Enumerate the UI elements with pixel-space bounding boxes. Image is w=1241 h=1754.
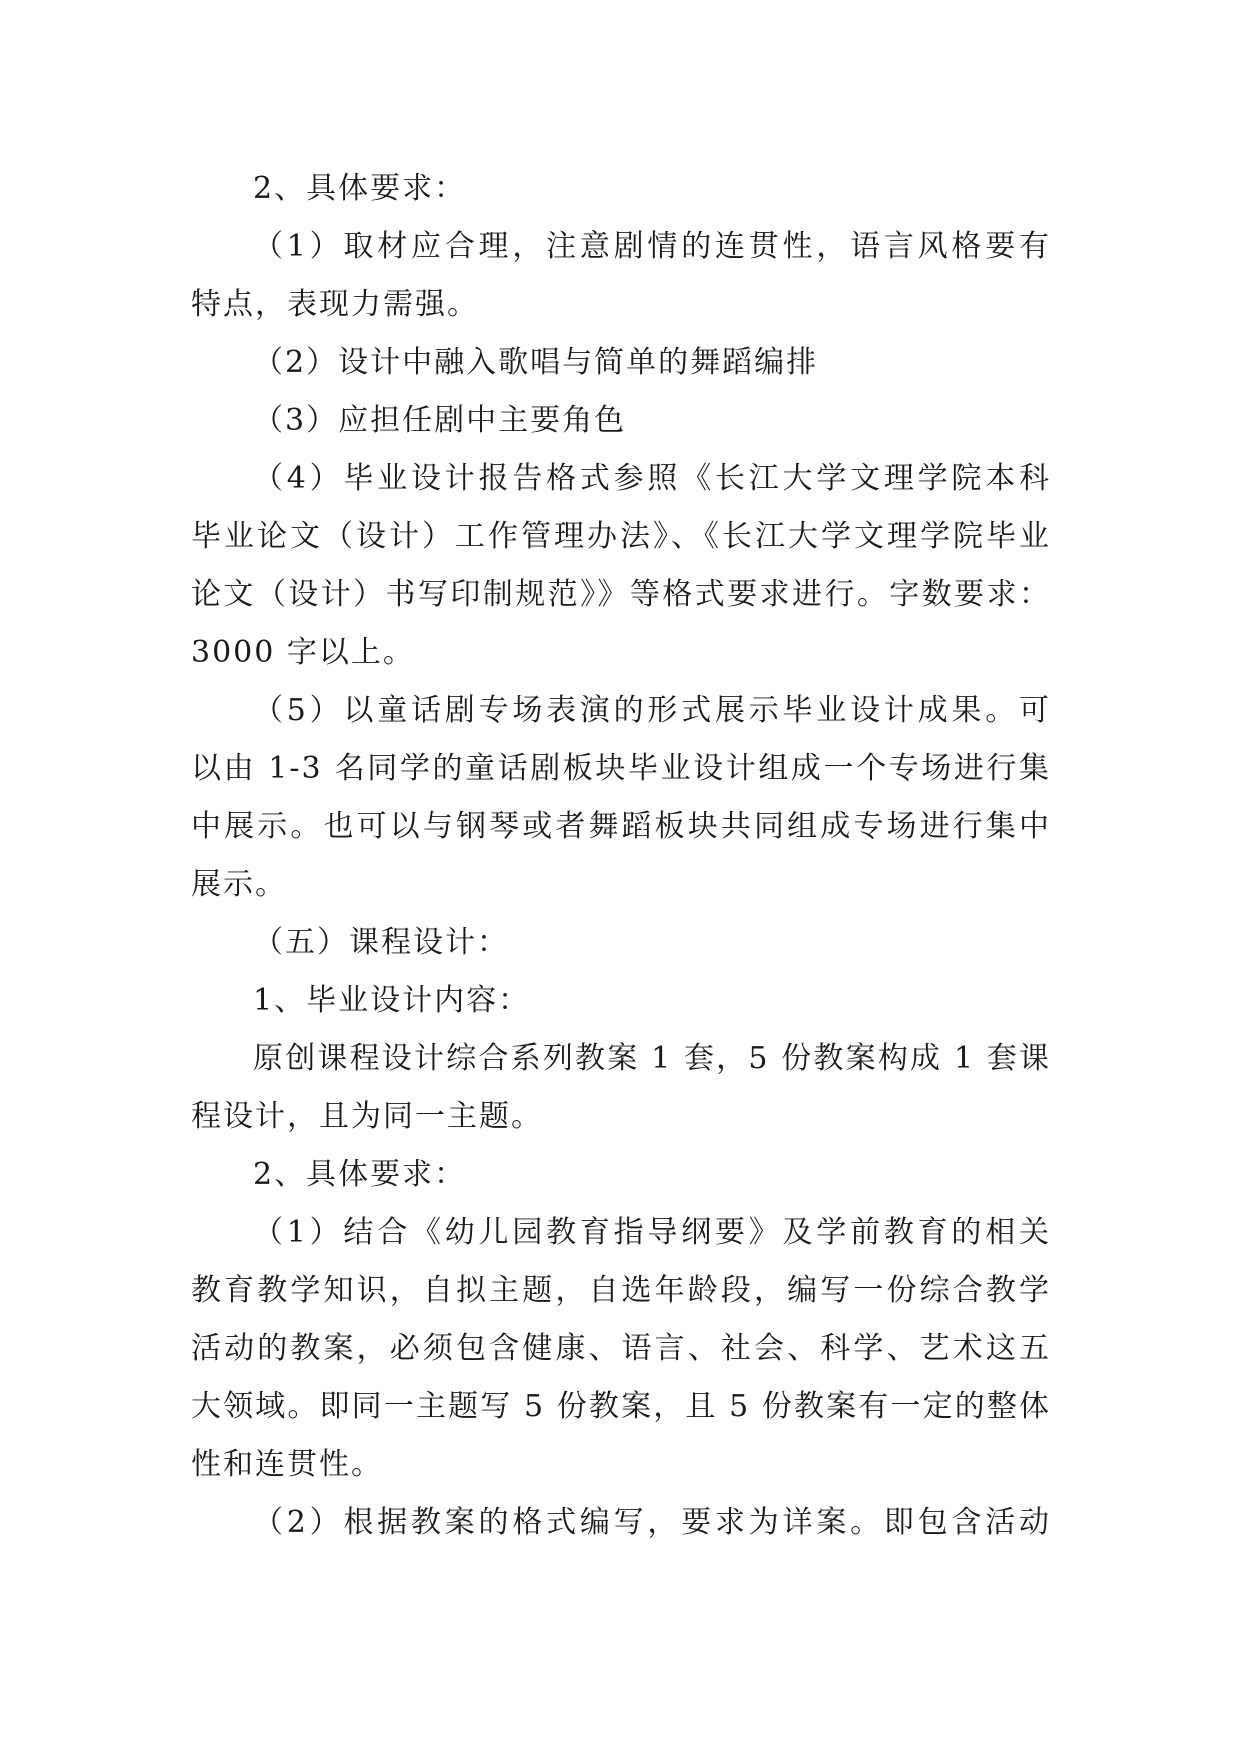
text-line: （5）以童话剧专场表演的形式展示毕业设计成果。可 (253, 693, 1051, 728)
text-line: 教育教学知识，自拟主题，自选年龄段，编写一份综合教学 (191, 1273, 1051, 1308)
text-line: 中展示。也可以与钢琴或者舞蹈板块共同组成专场进行集中 (191, 809, 1051, 844)
text-line: 原创课程设计综合系列教案 1 套，5 份教案构成 1 套课 (253, 1041, 1051, 1076)
text-line: 活动的教案，必须包含健康、语言、社会、科学、艺术这五 (191, 1331, 1051, 1366)
text-line: （五）课程设计： (253, 925, 509, 960)
text-line: 性和连贯性。 (191, 1447, 383, 1482)
text-line: 论文（设计）书写印制规范》》等格式要求进行。字数要求： (191, 577, 1051, 612)
text-line: 程设计，且为同一主题。 (191, 1099, 543, 1134)
document-body (191, 160, 1051, 1552)
text-line: 以由 1-3 名同学的童话剧板块毕业设计组成一个专场进行集 (191, 751, 1051, 786)
text-line: （1）取材应合理，注意剧情的连贯性，语言风格要有 (253, 229, 1051, 264)
text-line: 展示。 (191, 867, 287, 902)
text-line: 2、具体要求： (253, 1157, 467, 1192)
text-line: （2）根据教案的格式编写，要求为详案。即包含活动 (253, 1505, 1051, 1540)
text-line: （1）结合《幼儿园教育指导纲要》及学前教育的相关 (253, 1215, 1051, 1250)
text-line: 3000 字以上。 (191, 635, 415, 670)
text-line: （3）应担任剧中主要角色 (253, 403, 627, 438)
text-line: （2）设计中融入歌唱与简单的舞蹈编排 (253, 345, 819, 380)
text-line: 特点，表现力需强。 (191, 287, 479, 322)
text-line: 1、毕业设计内容： (253, 983, 531, 1018)
text-line: 毕业论文（设计）工作管理办法》、《长江大学文理学院毕业 (191, 519, 1051, 554)
text-line: 大领域。即同一主题写 5 份教案，且 5 份教案有一定的整体 (191, 1389, 1051, 1424)
text-line: （4）毕业设计报告格式参照《长江大学文理学院本科 (253, 461, 1051, 496)
text-line: 2、具体要求： (253, 171, 467, 206)
